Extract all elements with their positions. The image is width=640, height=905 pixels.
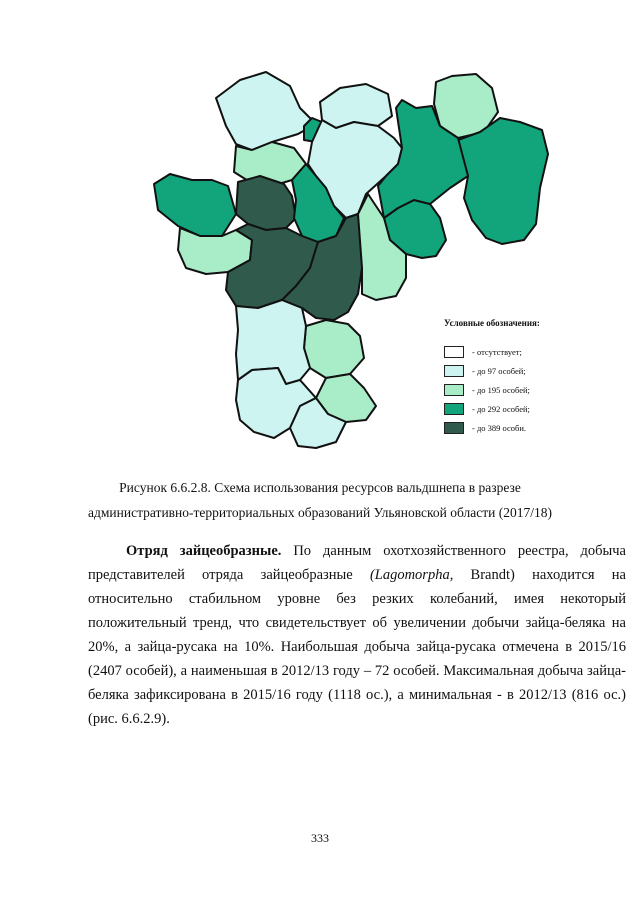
legend-label: - до 97 особей; [472, 365, 526, 376]
legend-swatch [444, 384, 464, 396]
legend-item [444, 399, 594, 418]
legend-label: - до 195 особей; [472, 384, 530, 395]
paragraph-text: Brandt) находится на относительно стабильном уровне без резких колебаний, имея некоторый положительный тренд, что свидетельствует об увеличении добычи зайца-беляка на 20%, а зайца-русака на 10%. Наибольшая добыча зайца-русака отмечена в 2015/16 (2407 особей), а наименьшая в 2012/13 году – 72 особей. Максимальная добыча зайца-беляка зафиксирована в 2015/16 году (1118 ос.), а минимальная - в 2012/13 (816 ос.) (рис. 6.6.2.9). [88, 567, 626, 727]
map-region [216, 72, 316, 150]
legend-item [444, 380, 594, 399]
legend-swatch [444, 346, 464, 358]
map-region [154, 174, 236, 236]
legend-item [444, 342, 594, 361]
legend-label: - отсутствует; [472, 346, 522, 357]
legend-title: Условные обозначения: [444, 318, 540, 328]
legend-swatch [444, 365, 464, 377]
legend-label: - до 292 особей; [472, 403, 530, 414]
page-number: 333 [311, 831, 329, 845]
figure-caption-line-2: административно-территориальных образований Ульяновской области (2017/18) [88, 505, 552, 520]
legend-swatch [444, 422, 464, 434]
legend-label: - до 389 особи. [472, 422, 527, 433]
map-region [304, 320, 364, 378]
map-region [458, 118, 548, 244]
latin-name: (Lagomorpha, [369, 567, 454, 583]
body-paragraph [88, 539, 626, 731]
legend-swatch [444, 403, 464, 415]
figure-caption-line-1: Рисунок 6.6.2.8. Схема использования ресурсов вальдшнепа в разрезе [119, 480, 521, 495]
legend-item [444, 418, 594, 437]
legend-item [444, 361, 594, 380]
map-region [236, 176, 296, 230]
map-legend [444, 318, 594, 437]
paragraph-heading: Отряд зайцеобразные. [126, 543, 282, 559]
paragraph-text: По данным охотхозяйственного реестра, добыча представителей отряда зайцеобразные [88, 543, 626, 583]
